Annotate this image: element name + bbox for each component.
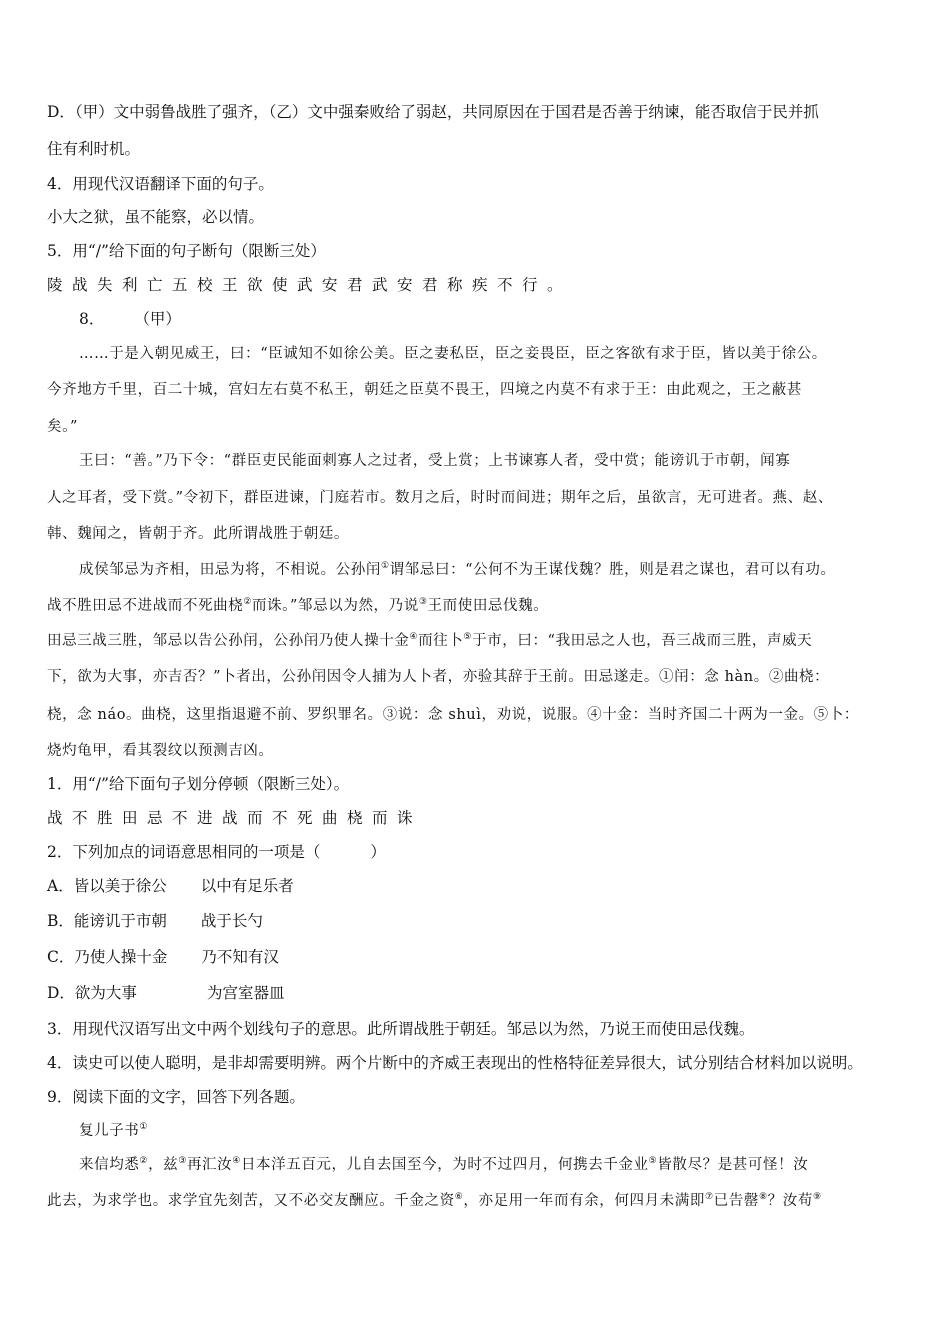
passage-yi-line — [47, 631, 812, 651]
footnote-mark: ⑤ — [648, 1156, 658, 1167]
option-text: C．乃使人操十金 — [47, 948, 168, 966]
passage-yi-line — [79, 560, 836, 580]
option-text: A．皆以美于徐公 — [47, 877, 167, 895]
footnote-mark: ⑦ — [704, 1192, 714, 1203]
footnote-mark: ② — [243, 597, 252, 608]
text-run: 而往卜 — [418, 633, 464, 649]
text-run: 2．下列加点的词语意思相同的一项是（ — [47, 843, 321, 861]
text-run: ？汝苟 — [767, 1193, 813, 1209]
question-3-heading: 3．用现代汉语写出文中两个划线句子的意思。此所谓战胜于朝廷。邹忌以为然，乃说王而使田忌伐魏。 — [47, 1020, 755, 1038]
question-4b-heading: 4．读史可以使人聪明，是非却需要明辨。两个片断中的齐威王表现出的性格特征差异很大，试分别结合材料加以说明。 — [47, 1054, 863, 1072]
option-text: 乃不知有汉 — [201, 948, 279, 966]
option-c — [47, 947, 279, 967]
question-1-heading: 1．用“/”给下面句子划分停顿（限断三处）。 — [47, 775, 350, 793]
text-run: 已告罄 — [713, 1193, 759, 1209]
footnote-mark: ⑧ — [758, 1192, 768, 1203]
footnote-mark: ① — [139, 1122, 149, 1133]
footnote-mark: ③ — [178, 1156, 187, 1167]
option-text: 为宫室器皿 — [207, 984, 285, 1002]
option-text: 以中有足乐者 — [200, 877, 294, 895]
question-5-sentence: 陵战失利亡五校王欲使武安君武安君称疾不行。 — [47, 276, 573, 294]
passage-jia-line: 矣。” — [47, 419, 78, 435]
text-run: 再汇汝 — [186, 1157, 233, 1173]
question-1-sentence: 战不胜田忌不进战而不死曲桡而诛 — [47, 809, 423, 827]
text-run: ，亦足用一年而有余，何四月未满即 — [463, 1193, 705, 1209]
footnote-mark: ② — [139, 1156, 149, 1167]
passage-jia-line: 人之耳者，受下赏。”令初下，群臣进谏，门庭若市。数月之后，时时而间进；期年之后，虽欲言，无可进者。燕、赵、 — [47, 490, 833, 506]
option-b — [47, 911, 263, 931]
question-5-heading: 5．用“/”给下面的句子断句（限断三处） — [47, 242, 326, 260]
passage-jia-line: 今齐地方千里，百二十城，宫妇左右莫不私王，朝廷之臣莫不畏王，四境之内莫不有求于王：由此观之，王之蔽甚 — [47, 382, 802, 398]
text-run: 皆散尽？是甚可怪！汝 — [657, 1157, 809, 1173]
text-run: 王而使田忌伐魏。 — [427, 598, 549, 614]
letter-line — [79, 1155, 808, 1175]
text-run: 于市，曰：“我田忌之人也，吾三战而三胜，声威天 — [472, 633, 813, 649]
footnote-mark: ⑤ — [463, 632, 473, 643]
text-run: 成侯邹忌为齐相，田忌为将，不相说。公孙闬 — [79, 562, 381, 578]
section-8-heading — [79, 309, 181, 329]
footnote-mark: ④ — [409, 632, 419, 643]
question-4-heading: 4．用现代汉语翻译下面的句子。 — [47, 175, 274, 193]
question-2-heading — [47, 842, 386, 862]
passage-yi-line: 桡，念 náo。曲桡，这里指退避不前、罗织罪名。③说：念 shuì，劝说，说服。④十金：当时齐国二十两为一金。⑤卜： — [47, 707, 859, 723]
footnote-mark: ⑨ — [812, 1192, 822, 1203]
section-9-heading: 9．阅读下面的文字，回答下列各题。 — [47, 1088, 305, 1106]
option-text: D．欲为大事 — [47, 984, 137, 1002]
option-d-line-1: D．（甲）文中弱鲁战胜了强齐，（乙）文中强秦败给了弱赵，共同原因在于国君是否善于纳谏，能否取信于民并抓 — [47, 103, 819, 121]
question-4-sentence: 小大之狱，虽不能察，必以情。 — [47, 208, 265, 226]
footnote-mark: ① — [381, 561, 390, 572]
option-text: 战于长勺 — [200, 912, 263, 930]
passage-jia-line: 王曰：“善。”乃下令：“群臣吏民能面刺寡人之过者，受上赏；上书谏寡人者，受中赏；能谤讥于市朝，闻寡 — [79, 453, 791, 469]
footnote-mark: ③ — [418, 597, 428, 608]
passage-jia-line: 韩、魏闻之，皆朝于齐。此所谓战胜于朝廷。 — [47, 526, 349, 542]
passage-yi-line — [47, 596, 548, 616]
text-run: 来信均悉 — [79, 1157, 140, 1173]
text-run: 复儿子书 — [79, 1123, 140, 1139]
text-run: 谓邹忌曰：“公何不为王谋伐魏？胜，则是君之谋也，君可以有功。 — [389, 562, 836, 578]
passage-jia-line: ……于是入朝见威王，曰：“臣诚知不如徐公美。臣之妻私臣，臣之妾畏臣，臣之客欲有求于臣，皆以美于徐公。 — [79, 346, 827, 362]
passage-yi-line: 烧灼龟甲，看其裂纹以预测吉凶。 — [47, 743, 274, 759]
text-run: 而诛。”邹忌以为然，乃说 — [251, 598, 419, 614]
section-title: （甲） — [134, 310, 181, 328]
text-run: ，兹 — [148, 1157, 179, 1173]
option-d-line-2: 住有利时机。 — [47, 140, 141, 158]
letter-title — [79, 1121, 148, 1141]
text-run: 此去，为求学也。求学宜先刻苦，又不必交友酬应。千金之资 — [47, 1193, 455, 1209]
option-text: B．能谤讥于市朝 — [47, 912, 167, 930]
text-run: ） — [370, 843, 386, 861]
option-d — [47, 983, 285, 1003]
text-run: 日本洋五百元，儿自去国至今，为时不过四月，何携去千金业 — [240, 1157, 649, 1173]
section-number: 8． — [79, 310, 105, 328]
passage-yi-line: 下，欲为大事，亦吉否？”卜者出，公孙闬因令人捕为人卜者，亦验其辞于王前。田忌遂走。①闬：念 hàn。②曲桡： — [47, 669, 830, 685]
option-a — [47, 876, 294, 896]
footnote-mark: ④ — [232, 1156, 241, 1167]
text-run: 田忌三战三胜，邹忌以告公孙闬，公孙闬乃使人操十金 — [47, 633, 410, 649]
letter-line — [47, 1191, 822, 1211]
footnote-mark: ⑥ — [454, 1192, 464, 1203]
text-run: 战不胜田忌不进战而不死曲桡 — [47, 598, 244, 614]
